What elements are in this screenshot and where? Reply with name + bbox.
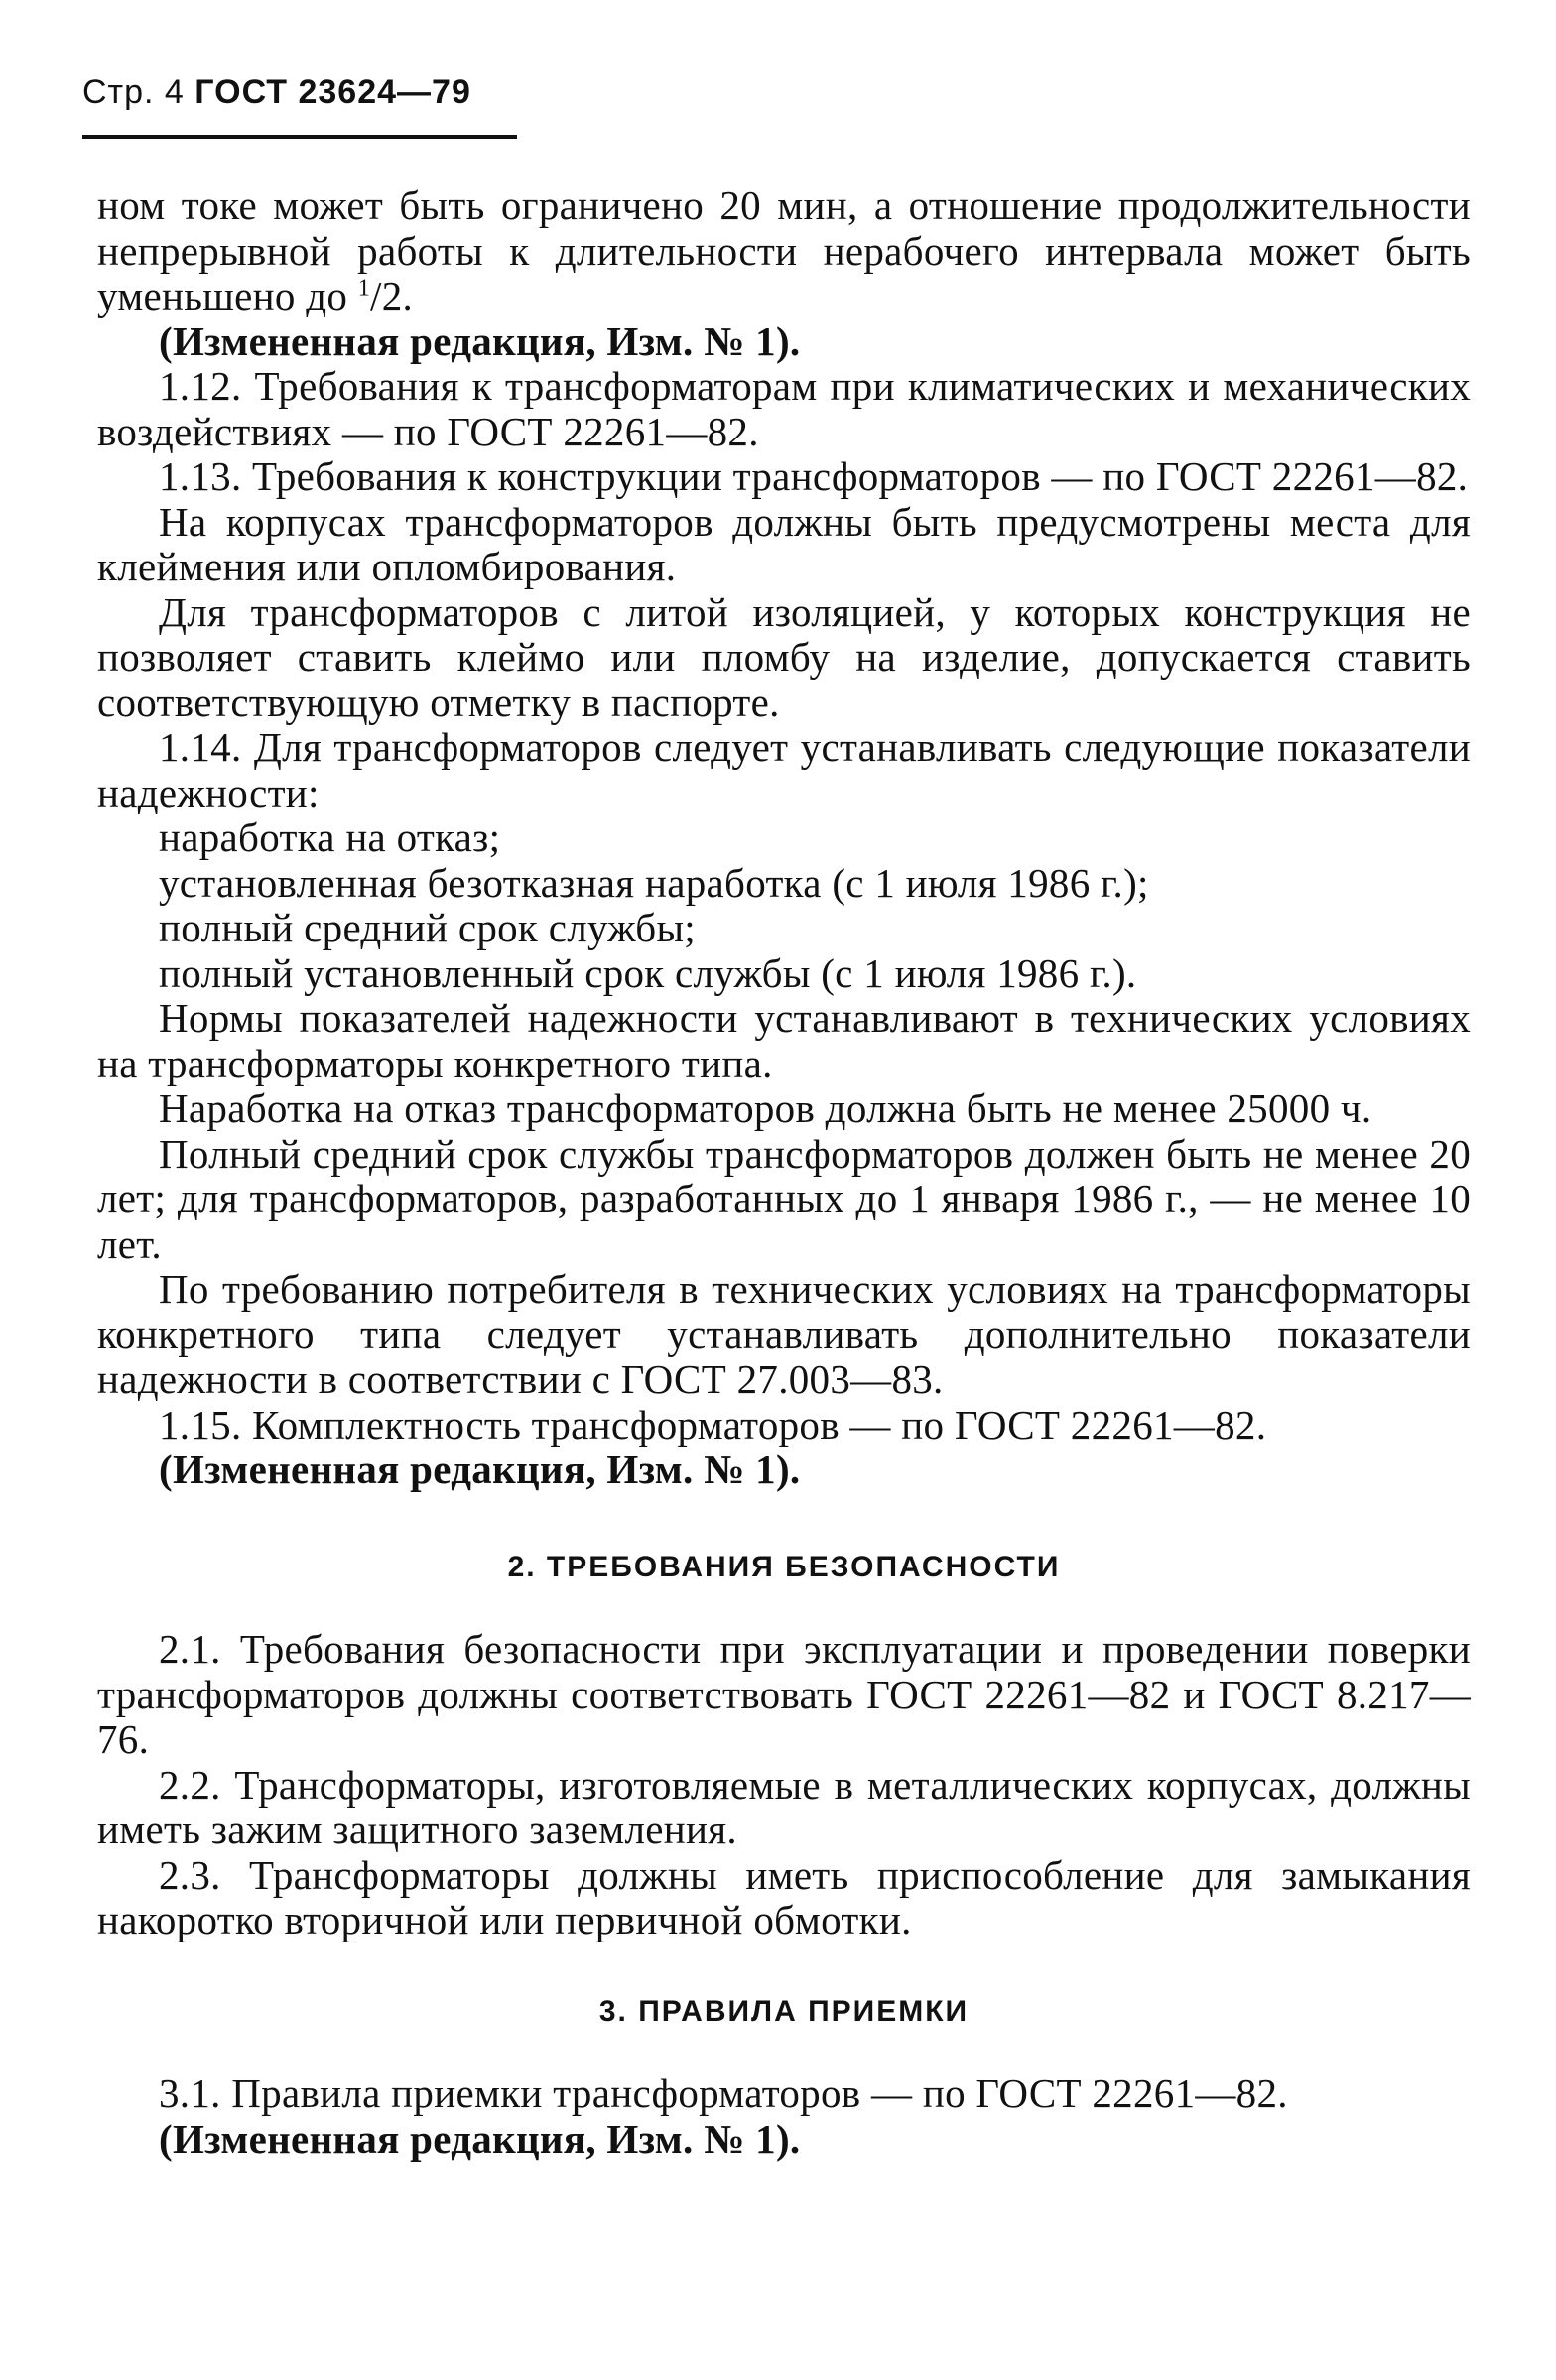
list-item: наработка на отказ; xyxy=(159,814,501,860)
list-item: полный средний срок службы; xyxy=(159,905,696,950)
clause-1-12: 1.12. Требования к трансформаторам при климатических и механических воздействиях — по ГОСТ 22261—82. xyxy=(97,363,1471,454)
page-header xyxy=(82,73,471,112)
clause-1-13: 1.13. Требования к конструкции трансформаторов — по ГОСТ 22261—82. xyxy=(159,453,1469,499)
header-rule xyxy=(82,135,517,139)
section-3-heading: 3. ПРАВИЛА ПРИЕМКИ xyxy=(598,1994,970,2028)
clause-1-15: 1.15. Комплектность трансформаторов — по ГОСТ 22261—82. xyxy=(159,1401,1267,1447)
page-number: Стр. 4 xyxy=(82,73,185,111)
paragraph-customer-request: По требованию потребителя в технических условиях на трансформаторы конкретного типа следует устанавливать дополнительно показатели надежности в соответствии с ГОСТ 27.003—83. xyxy=(97,1266,1471,1402)
paragraph-continuation: ном токе может быть ограничено 20 мин, а отношение продолжительности непрерывной работы к длительности нерабочего интервала может быть уменьшено до $^1$/2. xyxy=(97,183,1471,318)
paragraph-service-life: Полный средний срок службы трансформаторов должен быть не менее 20 лет; для трансформаторов, разработанных до 1 января 1986 г., — не менее 10 лет. xyxy=(97,1130,1471,1267)
clause-1-14: 1.14. Для трансформаторов следует устанавливать следующие показатели надежности: xyxy=(97,724,1471,815)
standard-number: ГОСТ 23624—79 xyxy=(194,73,471,111)
section-2-heading: 2. ТРЕБОВАНИЯ БЕЗОПАСНОСТИ xyxy=(507,1550,1061,1583)
clause-2-3: 2.3. Трансформаторы должны иметь приспособление для замыкания накоротко вторичной или первичной обмотки. xyxy=(97,1851,1471,1942)
paragraph-norms: Нормы показателей надежности устанавливают в технических условиях на трансформаторы конкретного типа. xyxy=(97,995,1471,1086)
paragraph-marks: На корпусах трансформаторов должны быть предусмотрены места для клеймения или опломбирования. xyxy=(97,498,1471,589)
clause-2-1: 2.1. Требования безопасности при эксплуатации и проведении поверки трансформаторов должны соответствовать ГОСТ 22261—82 и ГОСТ 8.217—76. xyxy=(97,1626,1471,1762)
document-body xyxy=(97,184,1471,2162)
paragraph-mtbf: Наработка на отказ трансформаторов должна быть не менее 25000 ч. xyxy=(159,1085,1372,1131)
revision-note: (Измененная редакция, Изм. № 1). xyxy=(159,2115,801,2162)
clause-2-2: 2.2. Трансформаторы, изготовляемые в металлических корпусах, должны иметь зажим защитного заземления. xyxy=(97,1761,1471,1852)
list-item: полный установленный срок службы (с 1 июля 1986 г.). xyxy=(159,949,1137,996)
revision-note: (Измененная редакция, Изм. № 1). xyxy=(159,317,801,364)
paragraph-cast-insulation: Для трансформаторов с литой изоляцией, у которых конструкция не позволяет ставить клеймо или пломбу на изделие, допускается ставить соответствующую отметку в паспорте. xyxy=(97,588,1471,725)
revision-note: (Измененная редакция, Изм. № 1). xyxy=(159,1446,801,1492)
clause-3-1: 3.1. Правила приемки трансформаторов — по ГОСТ 22261—82. xyxy=(159,2070,1288,2116)
list-item: установленная безотказная наработка (с 1 июля 1986 г.); xyxy=(159,859,1149,906)
